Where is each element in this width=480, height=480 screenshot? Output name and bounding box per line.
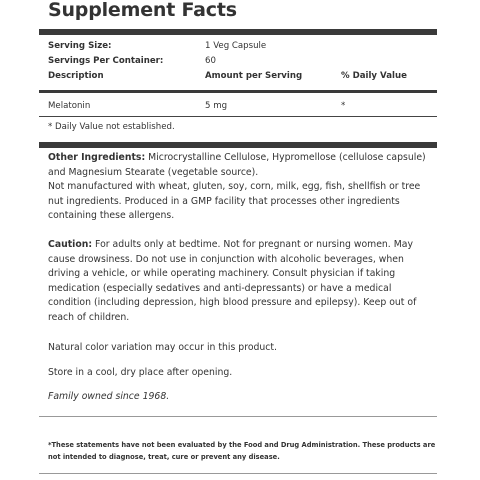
caution-section [48, 238, 433, 325]
nutrient-amount: 5 mg [205, 101, 228, 111]
daily-value-footnote: * Daily Value not established. [48, 122, 175, 132]
servings-per-container-label: Servings Per Container: [48, 56, 164, 66]
column-header-daily-value: % Daily Value [341, 71, 407, 81]
serving-size-label: Serving Size: [48, 41, 112, 51]
disclaimer-bottom-divider [39, 473, 437, 474]
title-divider [39, 29, 437, 35]
column-header-description: Description [48, 71, 104, 81]
other-ingredients-text: Microcrystalline Cellulose, Hypromellose (cellulose capsule) and Magnesium Stearate (vegetable source). [48, 152, 426, 178]
family-owned-note: Family owned since 1968. [48, 391, 170, 402]
header-divider [39, 90, 437, 93]
allergen-statement: Not manufactured with wheat, gluten, soy, corn, milk, egg, fish, shellfish or tree nut ingredients. Produced in a GMP facility that processes other ingredients containing these allergens. [48, 181, 421, 221]
other-ingredients-section [48, 151, 433, 224]
servings-per-container-value: 60 [205, 56, 216, 66]
nutrient-daily-value: * [341, 101, 346, 111]
storage-note: Store in a cool, dry place after opening. [48, 367, 233, 378]
column-header-amount: Amount per Serving [205, 71, 303, 81]
panel-bottom-divider [39, 142, 437, 148]
nutrient-name: Melatonin [48, 101, 91, 111]
fda-disclaimer: *These statements have not been evaluated by the Food and Drug Administration. These products are not intended to diagnose, treat, cure or prevent any disease. [48, 441, 436, 461]
caution-label: Caution: [48, 239, 93, 250]
disclaimer-top-divider [39, 416, 437, 417]
row-divider [39, 116, 437, 117]
caution-text: For adults only at bedtime. Not for pregnant or nursing women. May cause drowsiness. Do not use in conjunction with alcoholic beverages, when driving a vehicle, or while operating machinery. Consult physician if taking medication (especially sedatives and anti-depressants) or have a medical condition (including depression, high blood pressure and epilepsy). Keep out of reach of children. [48, 239, 417, 323]
panel-title: Supplement Facts [48, 0, 237, 21]
other-ingredients-label: Other Ingredients: [48, 152, 146, 163]
color-variation-note: Natural color variation may occur in this product. [48, 342, 278, 353]
serving-size-value: 1 Veg Capsule [205, 41, 267, 51]
